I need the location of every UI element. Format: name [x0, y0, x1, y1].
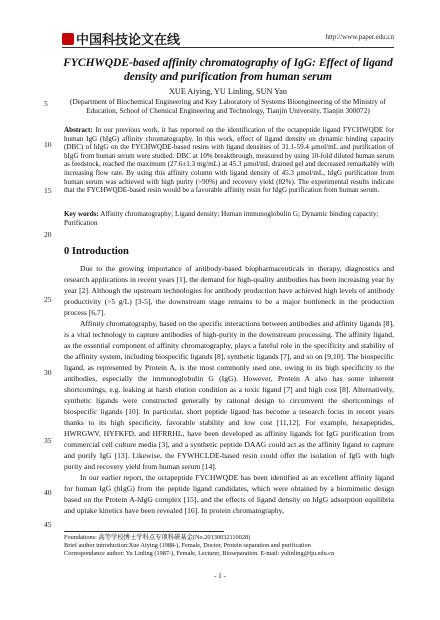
- line-number: 30: [44, 368, 52, 377]
- logo-mark-icon: [62, 33, 74, 45]
- logo-text: 中国科技论文在线: [76, 33, 181, 48]
- line-number: 10: [44, 140, 52, 149]
- footnote-foundation: Foundations: 高等学校博士学科点专项科研基金(No.20130032110028): [64, 534, 251, 541]
- paper-affiliation: (Department of Biochemical Engineering and Key Laboratory of Systems Bioengineering of the Ministry of Education, School of Chemical Engineering and Technology, Tianjin University, Tianjin 300072): [70, 97, 386, 115]
- page-number: - 1 -: [214, 572, 226, 580]
- page-header: [62, 29, 394, 48]
- paragraph: Affinity chromatography, based on the specific interactions between antibodies and affinity ligands [8], is a vital technology to capture antibodies of high-purity in the downstream processing. The affinity ligand, as the essential component of affinity chromatography, plays a fateful role in the specificity and stability of the affinity system, including biospecific ligands [8], synthetic ligands [7], and so on [9,10]. The biospecific ligand, as represented by Protein A, is the most commonly used one, owing to its high specificity to the antibodies, especially the immunoglobulin G (IgG). However, Protein A also has some inherent shortcomings, e.g. leaking at harsh elution condition as a toxic ligand [7] and high cost [8]. Alternatively, synthetic ligands were constructed generally by rational design to circumvent the shortcomings of biospecific ligands [10]. In particular, short peptide ligand has become a research focus in recent years thanks to its high specificity, favorable stability and low cost [11,12]. For example, hexapeptides, HWRGWV, HYFKFD, and HFRRHL, have been developed as affinity ligands for IgG purification from commercial cell culture media [3], and a synthetic peptide DAAG could act as the affinity ligand to capture and purify IgG [13]. Likewise, the FYWHCLDE-based resin could offer the isolation of IgG with high purity and recovery yield from human serum [14].: [64, 319, 394, 471]
- footnote-divider: [64, 531, 224, 532]
- body-text: [64, 263, 394, 516]
- line-number: 5: [44, 99, 48, 108]
- journal-logo: [62, 29, 180, 48]
- abstract-label: Abstract:: [64, 126, 93, 134]
- line-number: 45: [44, 520, 52, 529]
- footnote-author: Brief author introduction:Xue Aiying (1988-), Female, Doctor, Protein separation and purification: [64, 542, 311, 549]
- footnotes: [64, 534, 394, 558]
- line-number: 20: [44, 230, 52, 239]
- paragraph: In our earlier report, the octapeptide FYCHWQDE has been identified as an excellent affinity ligand for human IgG (hIgG) from the peptide ligand candidates, which were obtained by a biomimetic design based on the Protein A-hIgG complex [15], and the effects of ligand density on hIgG adsorption equilibria and uptake kinetics have been revealed [16]. In protein chromatography,: [64, 473, 394, 515]
- line-number: 15: [44, 186, 52, 195]
- keywords-label: Key words:: [64, 210, 99, 218]
- line-number: 40: [44, 488, 52, 497]
- line-number: 25: [44, 295, 52, 304]
- line-number: 35: [44, 436, 52, 445]
- footnote-correspondence: Correspondance author: Yu Linling (1987-), Female, Lecturer, Bioseparation. E-mail: yulinling@tju.edu.cn: [64, 550, 335, 557]
- paper-title: FYCHWQDE-based affinity chromatography of IgG: Effect of ligand density and purification from human serum: [63, 57, 393, 83]
- paragraph: Due to the growing importance of antibody-based biopharmaceuticals in therapy, diagnostics and research applications in recent years [1], the demand for high-quality antibodies has been increasing year by year [2]. Although the upstream technologies for antibody production have achieved high levels of antibody productivity (>5 g/L) [3-5], the downstream stage remains to be a major bottleneck in the production process [6,7].: [64, 264, 394, 317]
- paper-authors: XUE Aiying, YU Linling, SUN Yan: [169, 87, 287, 96]
- header-url[interactable]: http://www.paper.edu.cn: [325, 33, 394, 41]
- abstract-text: In our previous work, it has reported on the identification of the octapeptide ligand FYCHWQDE for human IgG (hIgG) affinity chromatography. In this work, effect of ligand density on dynamic binding capacity (DBC) of hIgG on the FYCHWQDE-based resins with ligand densities of 31.1-59.4 μmol/mL and purification of hIgG from human serum were studied. DBC at 10% breakthrough, measured by using 10-fold diluted human serum as feedstock, reached the maximum (27.6±1.3 mg/mL) at 45.3 μmol/mL drained gel and decreased remarkably with increasing flow rate. By using this affinity column with ligand density of 45.3 μmol/mL, hIgG purification from human serum was achieved with high purity (>90%) and recovery yield (82%). The experimental results indicate that the FYCHWQDE-based resin would be a favorable affinity resin for hIgG purification from human serum.: [64, 126, 394, 195]
- keywords-text: Affinity chromatography; Ligand density; Human immunoglobulin G; Dynamic binding capacity; Purification: [64, 210, 379, 227]
- section-heading-introduction: 0 Introduction: [64, 246, 129, 257]
- keywords-block: [64, 210, 394, 227]
- abstract-block: [64, 126, 394, 195]
